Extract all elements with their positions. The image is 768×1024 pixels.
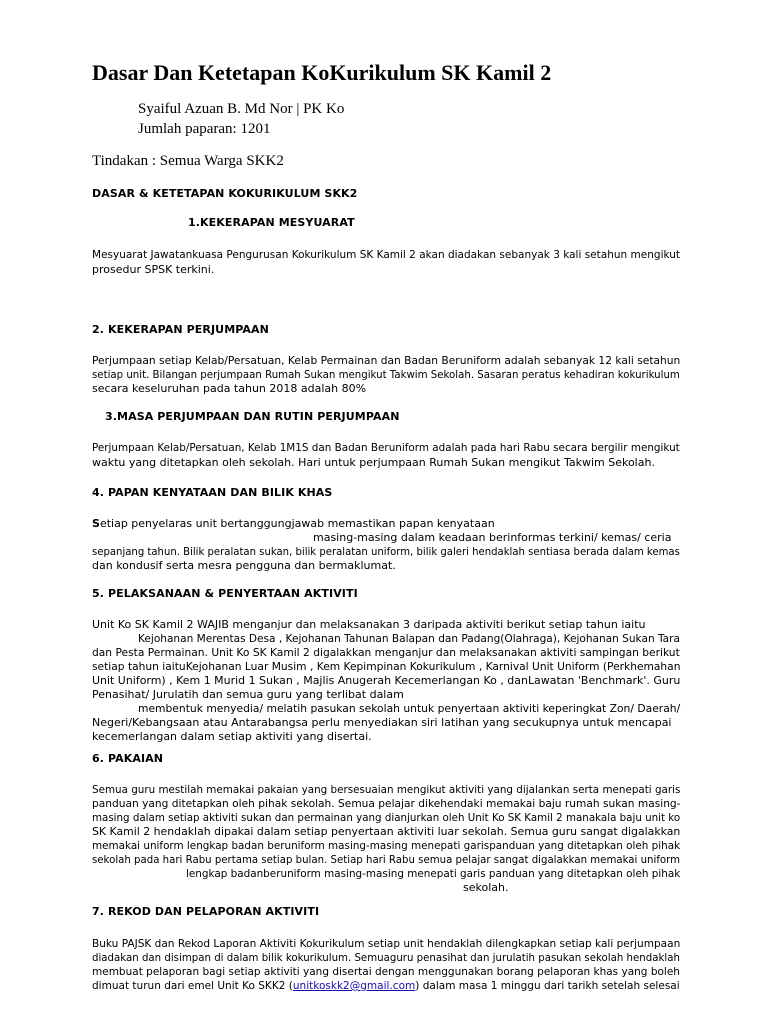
section-6-line: sekolah. [463, 881, 509, 894]
section-5-line: Unit Uniform) , Kem 1 Murid 1 Sukan , Majlis Anugerah Kecemerlangan Ko , danLawatan 'Benchmark'. Guru [92, 674, 681, 687]
section-6-line: lengkap badanberuniform masing-masing menepati garis panduan yang ditetapkan oleh pihak [186, 867, 681, 880]
section-7-line-start: dimuat turun dari emel Unit Ko SKK2 ( [92, 979, 293, 992]
section-heading-2: 2. KEKERAPAN PERJUMPAAN [92, 323, 269, 336]
section-5-line: dan Pesta Permainan. Unit Ko SK Kamil 2 digalakkan menganjur dan melaksanakan aktiviti sampingan berikut [92, 646, 680, 659]
section-6-line: sekolah pada hari Rabu pertama setiap bulan. Setiap hari Rabu semua pelajar sangat digalakkan memakai uniform [92, 853, 681, 866]
section-3-line: waktu yang ditetapkan oleh sekolah. Hari untuk perjumpaan Rumah Sukan mengikut Takwim Sekolah. [92, 456, 655, 469]
section-7-line-end: ) dalam masa 1 minggu dari tarikh setelah selesai [415, 979, 680, 992]
main-heading: DASAR & KETETAPAN KOKURIKULUM SKK2 [92, 187, 358, 200]
section-5-line: kecemerlangan dalam setiap aktiviti yang disertai. [92, 730, 372, 743]
section-heading-5: 5. PELAKSANAAN & PENYERTAAN AKTIVITI [92, 587, 358, 600]
email-link[interactable]: unitkoskk2@gmail.com [292, 979, 416, 992]
section-5-line: Unit Ko SK Kamil 2 WAJIB menganjur dan melaksanakan 3 daripada aktiviti berikut setiap tahun iaitu [92, 618, 646, 631]
section-4-line: masing-masing dalam keadaan berinformas terkini/ kemas/ ceria [313, 531, 672, 544]
author-line: Syaiful Azuan B. Md Nor | PK Ko [138, 101, 345, 117]
action-line: Tindakan : Semua Warga SKK2 [92, 153, 284, 169]
section-heading-6: 6. PAKAIAN [92, 752, 164, 765]
section-5-line: Penasihat/ Jurulatih dan semua guru yang terlibat dalam [92, 688, 404, 701]
section-heading-1: 1.KEKERAPAN MESYUARAT [188, 216, 355, 229]
section-6-line: Semua guru mestilah memakai pakaian yang bersesuaian mengikut aktiviti yang dijalankan serta menepati garis [92, 783, 681, 796]
section-7-line: diadakan dan disimpan di dalam bilik kokurikulum. Semuaguru penasihat dan jurulatih pasukan sekolah hendaklah [92, 951, 680, 964]
section-7-line [92, 978, 680, 993]
section-heading-7: 7. REKOD DAN PELAPORAN AKTIVITI [92, 905, 320, 918]
section-heading-4: 4. PAPAN KENYATAAN DAN BILIK KHAS [92, 486, 333, 499]
section-1-line: Mesyuarat Jawatankuasa Pengurusan Kokurikulum SK Kamil 2 akan diadakan sebanyak 3 kali setahun mengikut [92, 248, 681, 261]
section-4-line [92, 516, 495, 531]
section-5-line: Negeri/Kebangsaan atau Antarabangsa perlu menyediakan siri latihan yang secukupnya untuk mencapai [92, 716, 672, 729]
section-2-line: setiap unit. Bilangan perjumpaan Rumah Sukan mengikut Takwim Sekolah. Sasaran peratus kehadiran kokurikulum [92, 368, 680, 381]
section-7-line: membuat pelaporan bagi setiap aktiviti yang disertai dengan menggunakan borang pelaporan khas yang boleh [92, 965, 680, 978]
section-6-line: masing dalam setiap aktiviti sukan dan permainan yang dianjurkan oleh Unit Ko SK Kamil 2 manakala baju unit ko [92, 811, 681, 824]
section-5-line: Kejohanan Merentas Desa , Kejohanan Tahunan Balapan dan Padang(Olahraga), Kejohanan Sukan Tara [138, 632, 680, 645]
document-title: Dasar Dan Ketetapan KoKurikulum SK Kamil 2 [92, 60, 552, 85]
section-7-line: Buku PAJSK dan Rekod Laporan Aktiviti Kokurikulum setiap unit hendaklah dilengkapkan setiap kali perjumpaan [92, 937, 681, 950]
section-5-line: membentuk menyedia/ melatih pasukan sekolah untuk penyertaan aktiviti keperingkat Zon/ Daerah/ [138, 702, 681, 715]
section-2-line: Perjumpaan setiap Kelab/Persatuan, Kelab Permainan dan Badan Beruniform adalah sebanyak 12 kali setahun [92, 354, 681, 367]
section-4-line-text: etiap penyelaras unit bertanggungjawab memastikan papan kenyataan [99, 517, 495, 530]
section-6-line: SK Kamil 2 hendaklah dipakai dalam setiap penyertaan aktiviti luar sekolah. Semua guru sangat digalakkan [92, 825, 681, 838]
section-3-line: Perjumpaan Kelab/Persatuan, Kelab 1M1S dan Badan Beruniform adalah pada hari Rabu secara bergilir mengikut [92, 441, 680, 454]
section-5-line: setiap tahun iaituKejohanan Luar Musim , Kem Kepimpinan Kokurikulum , Karnival Unit Uniform (Perkhemahan [92, 660, 681, 673]
section-4-line: dan kondusif serta mesra pengguna dan bermaklumat. [92, 559, 396, 572]
section-2-line: secara keseluruhan pada tahun 2018 adalah 80% [92, 382, 367, 395]
views-count: Jumlah paparan: 1201 [138, 121, 271, 137]
section-6-line: panduan yang ditetapkan oleh pihak sekolah. Semua pelajar dikehendaki memakai baju rumah sukan masing- [92, 797, 681, 810]
section-6-line: memakai uniform lengkap badan beruniform masing-masing menepati garispanduan yang ditetapkan oleh pihak [92, 839, 681, 852]
section-heading-3: 3.MASA PERJUMPAAN DAN RUTIN PERJUMPAAN [105, 410, 400, 423]
section-1-line: prosedur SPSK terkini. [92, 263, 215, 276]
drop-letter: S [92, 517, 100, 530]
section-4-line: sepanjang tahun. Bilik peralatan sukan, bilik peralatan uniform, bilik galeri hendaklah sentiasa berada dalam kemas [92, 545, 680, 558]
